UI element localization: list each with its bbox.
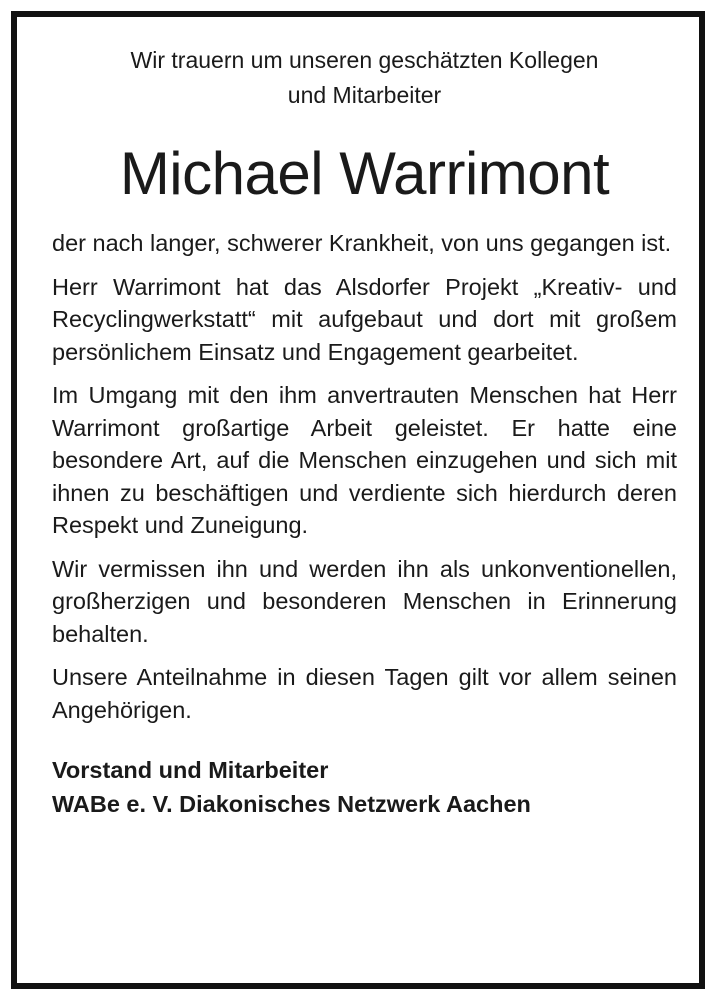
signature-line-board: Vorstand und Mitarbeiter xyxy=(52,757,329,783)
notice-content xyxy=(52,43,677,821)
paragraph-remembrance: Wir vermissen ihn und werden ihn als unkonventionellen, großherzigen und besonderen Menschen in Erinnerung behalten. xyxy=(52,555,677,647)
intro-text: Wir trauern um unseren geschätzten Kollegen und Mitarbeiter xyxy=(130,47,599,108)
paragraph-condolences: Unsere Anteilnahme in diesen Tagen gilt vor allem seinen Angehörigen. xyxy=(52,664,677,723)
paragraph-work: Im Umgang mit den ihm anvertrauten Menschen hat Herr Warrimont großartige Arbeit geleistet. Er hatte eine besondere Art, auf die Menschen einzugehen und sich mit ihnen zu beschäftigen und verdiente sich hierdurch deren Respekt und Zuneigung. xyxy=(52,382,677,538)
obituary-notice xyxy=(11,11,705,989)
signature-line-organization: WABe e. V. Diakonisches Netzwerk Aachen xyxy=(52,791,531,817)
deceased-name: Michael Warrimont xyxy=(119,140,610,207)
paragraph-passing: der nach langer, schwerer Krankheit, von uns gegangen ist. xyxy=(52,230,672,256)
paragraph-project: Herr Warrimont hat das Alsdorfer Projekt „Kreativ- und Recyclingwerkstatt“ mit aufgebaut und dort mit großem persönlichem Einsatz und Engagement gearbeitet. xyxy=(52,273,677,365)
signature xyxy=(52,753,677,821)
